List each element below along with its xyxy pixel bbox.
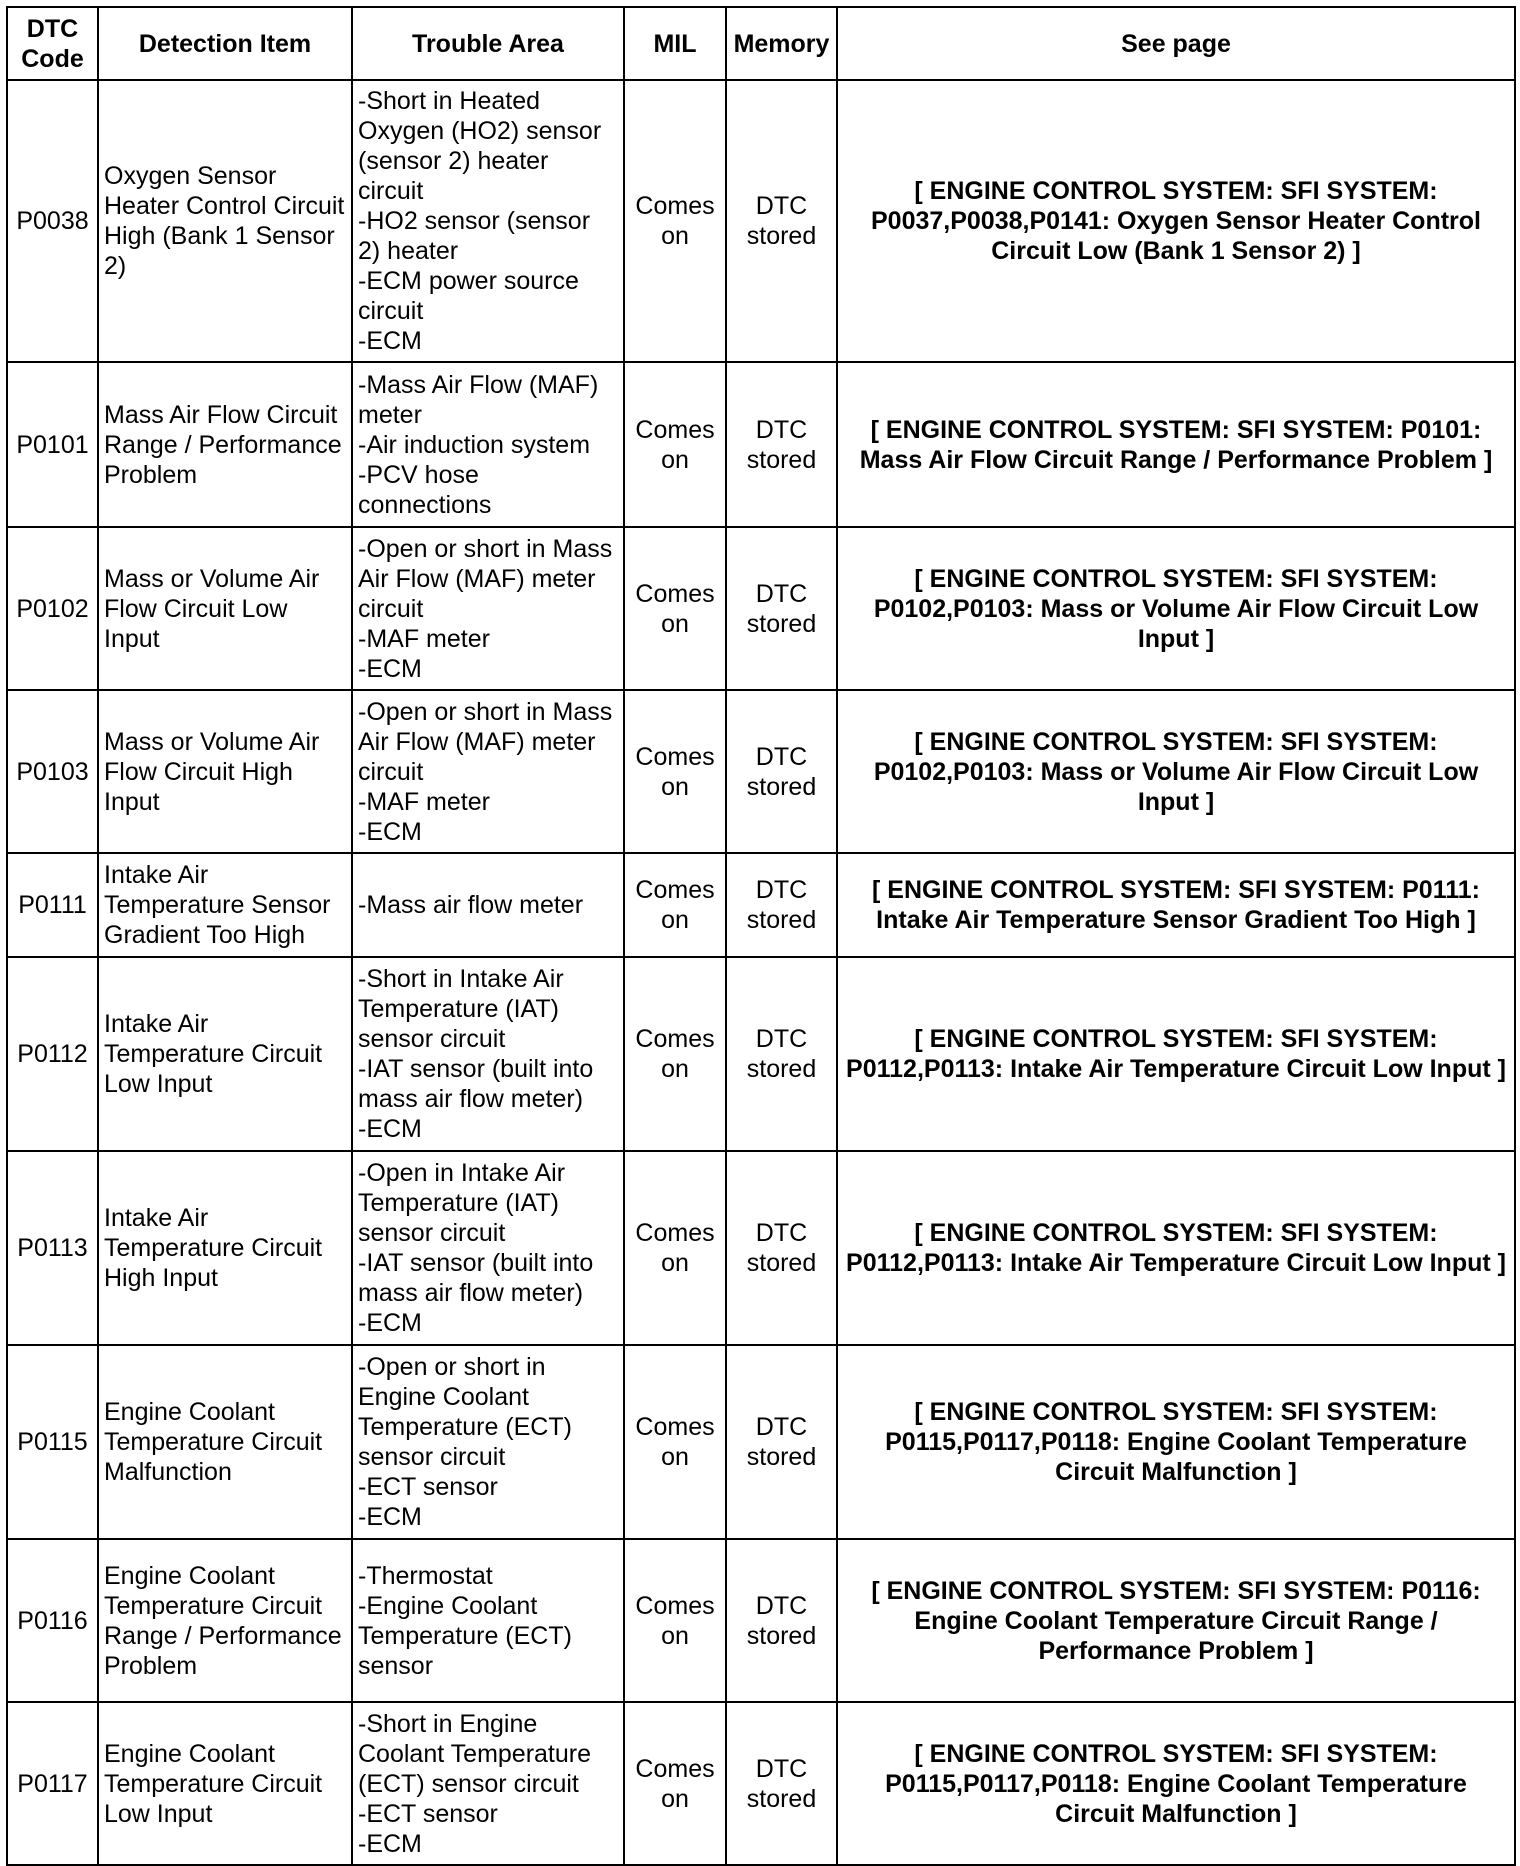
trouble-area-line: -PCV hose connections (358, 460, 492, 519)
memory-cell: DTC stored (726, 853, 837, 957)
dtc-code-cell: P0113 (7, 1151, 98, 1345)
trouble-area-cell (352, 690, 624, 853)
table-row (7, 1345, 1515, 1539)
trouble-area-cell (352, 957, 624, 1151)
memory-cell: DTC stored (726, 1539, 837, 1702)
see-page-cell: [ ENGINE CONTROL SYSTEM: SFI SYSTEM: P0101: Mass Air Flow Circuit Range / Performance Problem ] (837, 362, 1515, 527)
trouble-area-line: -HO2 sensor (sensor 2) heater (358, 207, 591, 265)
detection-item-cell: Intake Air Temperature Sensor Gradient Too High (98, 853, 352, 957)
detection-item-cell: Oxygen Sensor Heater Control Circuit High (Bank 1 Sensor 2) (98, 80, 352, 362)
memory-cell: DTC stored (726, 690, 837, 853)
trouble-area-cell (352, 1345, 624, 1539)
header-detection-item: Detection Item (98, 7, 352, 80)
table-row (7, 1151, 1515, 1345)
trouble-area-line: -ECM (358, 1503, 422, 1531)
table-row (7, 690, 1515, 853)
detection-item-cell: Engine Coolant Temperature Circuit Range / Performance Problem (98, 1539, 352, 1702)
header-memory: Memory (726, 7, 837, 80)
mil-cell: Comes on (624, 690, 726, 853)
trouble-area-line: -Short in Engine Coolant Temperature (ECT) sensor circuit (358, 1709, 592, 1798)
mil-cell: Comes on (624, 1539, 726, 1702)
table-row (7, 80, 1515, 362)
trouble-area-cell (352, 527, 624, 690)
see-page-cell: [ ENGINE CONTROL SYSTEM: SFI SYSTEM: P0116: Engine Coolant Temperature Circuit Range / Performance Problem ] (837, 1539, 1515, 1702)
see-page-cell: [ ENGINE CONTROL SYSTEM: SFI SYSTEM: P0111: Intake Air Temperature Sensor Gradient Too High ] (837, 853, 1515, 957)
dtc-code-cell: P0038 (7, 80, 98, 362)
table-row (7, 527, 1515, 690)
see-page-cell: [ ENGINE CONTROL SYSTEM: SFI SYSTEM: P0112,P0113: Intake Air Temperature Circuit Low Input ] (837, 1151, 1515, 1345)
see-page-cell: [ ENGINE CONTROL SYSTEM: SFI SYSTEM: P0115,P0117,P0118: Engine Coolant Temperature Circuit Malfunction ] (837, 1345, 1515, 1539)
memory-cell: DTC stored (726, 527, 837, 690)
mil-cell: Comes on (624, 527, 726, 690)
table-row (7, 957, 1515, 1151)
trouble-area-line: -ECM (358, 654, 422, 683)
trouble-area-line: -IAT sensor (built into mass air flow meter) (358, 1055, 594, 1113)
dtc-code-cell: P0115 (7, 1345, 98, 1539)
table-row (7, 1702, 1515, 1865)
trouble-area-line: -ECT sensor (358, 1799, 498, 1828)
dtc-code-cell: P0102 (7, 527, 98, 690)
trouble-area-line: -IAT sensor (built into mass air flow meter) (358, 1249, 594, 1307)
table-row (7, 853, 1515, 957)
dtc-code-cell: P0117 (7, 1702, 98, 1865)
trouble-area-line: -ECT sensor (358, 1473, 498, 1501)
memory-cell: DTC stored (726, 1702, 837, 1865)
header-row (7, 7, 1515, 80)
trouble-area-line: -Open in Intake Air Temperature (IAT) sensor circuit (358, 1159, 566, 1247)
header-mil: MIL (624, 7, 726, 80)
mil-cell: Comes on (624, 1345, 726, 1539)
dtc-table (6, 6, 1516, 1866)
dtc-code-cell: P0112 (7, 957, 98, 1151)
trouble-area-line: -ECM (358, 1309, 422, 1337)
trouble-area-line: -Mass air flow meter (358, 891, 584, 919)
memory-cell: DTC stored (726, 362, 837, 527)
trouble-area-line: -Open or short in Mass Air Flow (MAF) meter circuit (358, 697, 613, 786)
trouble-area-cell (352, 853, 624, 957)
trouble-area-line: -Short in Intake Air Temperature (IAT) sensor circuit (358, 965, 564, 1053)
trouble-area-line: -Open or short in Engine Coolant Temperature (ECT) sensor circuit (358, 1353, 572, 1471)
trouble-area-cell (352, 1151, 624, 1345)
trouble-area-line: -ECM (358, 327, 422, 355)
dtc-code-cell: P0111 (7, 853, 98, 957)
detection-item-cell: Engine Coolant Temperature Circuit Malfunction (98, 1345, 352, 1539)
trouble-area-cell (352, 80, 624, 362)
mil-cell: Comes on (624, 1151, 726, 1345)
see-page-cell: [ ENGINE CONTROL SYSTEM: SFI SYSTEM: P0112,P0113: Intake Air Temperature Circuit Low Input ] (837, 957, 1515, 1151)
dtc-code-cell: P0101 (7, 362, 98, 527)
see-page-cell: [ ENGINE CONTROL SYSTEM: SFI SYSTEM: P0115,P0117,P0118: Engine Coolant Temperature Circuit Malfunction ] (837, 1702, 1515, 1865)
memory-cell: DTC stored (726, 1345, 837, 1539)
detection-item-cell: Intake Air Temperature Circuit High Input (98, 1151, 352, 1345)
memory-cell: DTC stored (726, 1151, 837, 1345)
see-page-cell: [ ENGINE CONTROL SYSTEM: SFI SYSTEM: P0037,P0038,P0141: Oxygen Sensor Heater Control Circuit Low (Bank 1 Sensor 2) ] (837, 80, 1515, 362)
detection-item-cell: Mass or Volume Air Flow Circuit Low Input (98, 527, 352, 690)
detection-item-cell: Mass or Volume Air Flow Circuit High Input (98, 690, 352, 853)
trouble-area-line: -Engine Coolant Temperature (ECT) sensor (358, 1591, 572, 1680)
detection-item-cell: Intake Air Temperature Circuit Low Input (98, 957, 352, 1151)
trouble-area-line: -ECM (358, 817, 422, 846)
memory-cell: DTC stored (726, 957, 837, 1151)
see-page-cell: [ ENGINE CONTROL SYSTEM: SFI SYSTEM: P0102,P0103: Mass or Volume Air Flow Circuit Low Input ] (837, 690, 1515, 853)
trouble-area-line: -Mass Air Flow (MAF) meter (358, 370, 599, 429)
trouble-area-line: -ECM (358, 1829, 422, 1858)
trouble-area-line: -ECM power source circuit (358, 267, 579, 325)
trouble-area-line: -Air induction system (358, 430, 591, 459)
dtc-code-cell: P0116 (7, 1539, 98, 1702)
trouble-area-line: -Thermostat (358, 1561, 493, 1590)
detection-item-cell: Mass Air Flow Circuit Range / Performance Problem (98, 362, 352, 527)
trouble-area-cell (352, 1539, 624, 1702)
table-row (7, 1539, 1515, 1702)
header-dtc-code: DTC Code (7, 7, 98, 80)
table-row (7, 362, 1515, 527)
detection-item-cell: Engine Coolant Temperature Circuit Low Input (98, 1702, 352, 1865)
trouble-area-line: -MAF meter (358, 787, 490, 816)
table-body (7, 80, 1515, 1865)
memory-cell: DTC stored (726, 80, 837, 362)
trouble-area-cell (352, 1702, 624, 1865)
mil-cell: Comes on (624, 362, 726, 527)
mil-cell: Comes on (624, 80, 726, 362)
trouble-area-line: -ECM (358, 1115, 422, 1143)
mil-cell: Comes on (624, 1702, 726, 1865)
trouble-area-line: -Open or short in Mass Air Flow (MAF) meter circuit (358, 534, 613, 623)
header-trouble-area: Trouble Area (352, 7, 624, 80)
dtc-code-cell: P0103 (7, 690, 98, 853)
trouble-area-cell (352, 362, 624, 527)
mil-cell: Comes on (624, 957, 726, 1151)
header-see-page: See page (837, 7, 1515, 80)
trouble-area-line: -MAF meter (358, 624, 490, 653)
trouble-area-line: -Short in Heated Oxygen (HO2) sensor (sensor 2) heater circuit (358, 87, 602, 205)
see-page-cell: [ ENGINE CONTROL SYSTEM: SFI SYSTEM: P0102,P0103: Mass or Volume Air Flow Circuit Low Input ] (837, 527, 1515, 690)
mil-cell: Comes on (624, 853, 726, 957)
